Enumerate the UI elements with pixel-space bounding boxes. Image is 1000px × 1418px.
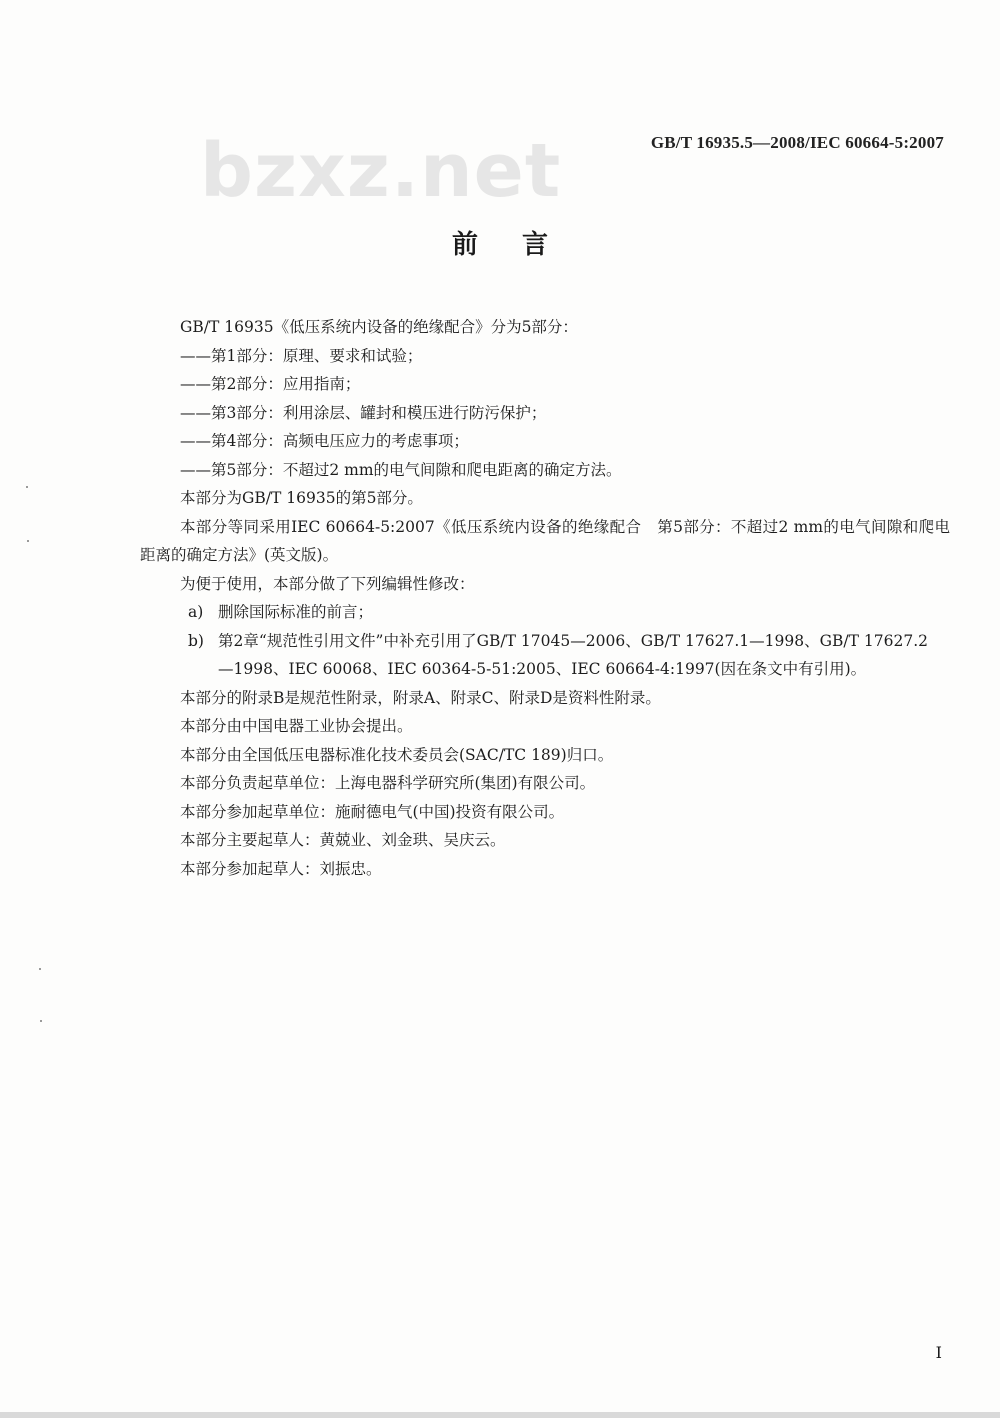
edit-item	[140, 627, 950, 684]
edit-item-text: 删除国际标准的前言；	[218, 603, 374, 621]
part-item: ——第4部分：高频电压应力的考虑事项；	[180, 432, 469, 450]
foreword-body	[140, 313, 950, 883]
watermark: bzxz.net	[200, 128, 562, 214]
part-item: ——第2部分：应用指南；	[180, 375, 361, 393]
edit-item-text: 第2章“规范性引用文件”中补充引用了GB/T 17045—2006、GB/T 17627.1—1998、GB/T 17627.2—1998、IEC 60068、IEC 60364-5-51:2005、IEC 60664-4:1997(因在条文中有引用)。	[218, 631, 928, 678]
closing-paragraph: 本部分由全国低压电器标准化技术委员会(SAC/TC 189)归口。	[180, 745, 614, 764]
closing-paragraph: 本部分参加起草人：刘振忠。	[180, 859, 382, 878]
closing-paragraph: 本部分由中国电器工业协会提出。	[180, 717, 413, 735]
standard-code: GB/T 16935.5—2008/IEC 60664-5:2007	[650, 133, 944, 152]
page-title: 前言	[451, 230, 592, 260]
adopts-paragraph: 本部分等同采用IEC 60664-5:2007《低压系统内设备的绝缘配合 第5部分：不超过2 mm的电气间隙和爬电距离的确定方法》(英文版)。	[140, 517, 950, 564]
closing-paragraph: 本部分参加起草单位：施耐德电气(中国)投资有限公司。	[180, 802, 565, 821]
closing-paragraph: 本部分主要起草人：黄兢业、刘金珙、吴庆云。	[180, 831, 506, 849]
closing-paragraph: 本部分的附录B是规范性附录，附录A、附录C、附录D是资料性附录。	[180, 688, 661, 707]
edit-item	[140, 598, 950, 627]
scan-bottom-edge	[0, 1412, 1000, 1418]
intro-paragraph: GB/T 16935《低压系统内设备的绝缘配合》分为5部分：	[180, 318, 578, 336]
edit-item-label: a)	[188, 603, 204, 621]
is-part-paragraph: 本部分为GB/T 16935的第5部分。	[180, 489, 423, 507]
edit-item-label: b)	[188, 631, 204, 650]
closing-paragraph: 本部分负责起草单位：上海电器科学研究所(集团)有限公司。	[180, 774, 596, 792]
part-item: ——第3部分：利用涂层、罐封和模压进行防污保护；	[180, 403, 547, 422]
edits-intro-paragraph: 为便于使用，本部分做了下列编辑性修改：	[180, 574, 475, 593]
part-item: ——第1部分：原理、要求和试验；	[180, 346, 423, 365]
part-item: ——第5部分：不超过2 mm的电气间隙和爬电距离的确定方法。	[180, 460, 622, 479]
page-number: I	[935, 1343, 942, 1362]
